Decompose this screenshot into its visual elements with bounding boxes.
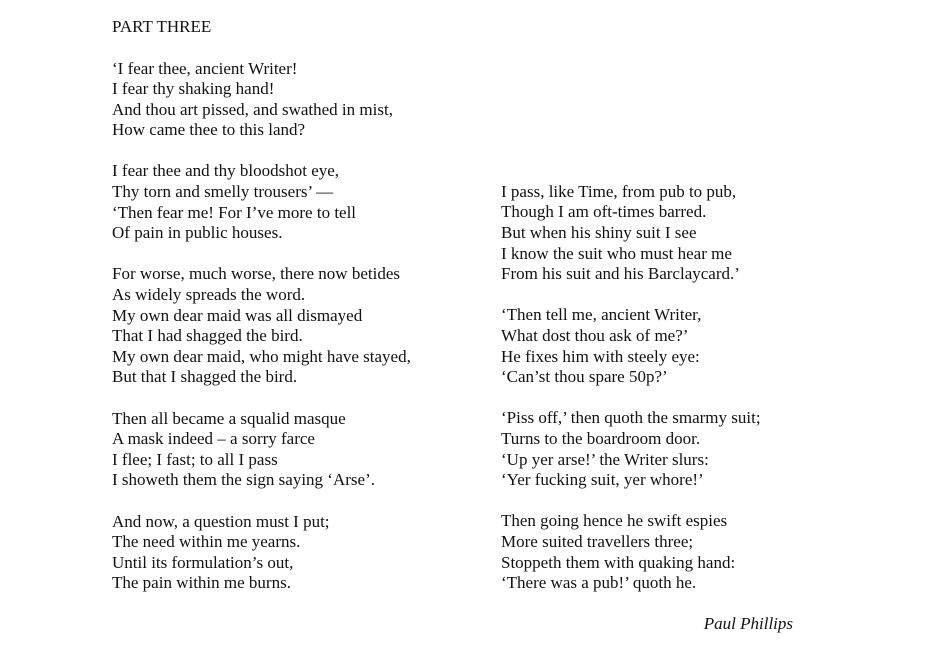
poem-line: That I had shagged the bird. (112, 326, 303, 346)
poem-line: More suited travellers three; (501, 531, 694, 551)
stanza (501, 182, 761, 285)
poem-line: Of pain in public houses. (112, 223, 283, 243)
poem-line: ‘I fear thee, ancient Writer! (112, 58, 298, 78)
poem-line: ‘There was a pub!’ quoth he. (501, 573, 697, 593)
poem-line: I fear thee and thy bloodshot eye, (112, 161, 340, 181)
poem-line: ‘Piss off,’ then quoth the smarmy suit; (501, 408, 761, 428)
poem-column-left (112, 59, 411, 615)
poem-line: My own dear maid was all dismayed (112, 305, 363, 325)
poem-line: I flee; I fast; to all I pass (112, 449, 278, 469)
poem-line: ‘Up yer arse!’ the Writer slurs: (501, 449, 709, 469)
poem-line: Then all became a squalid masque (112, 408, 346, 428)
poem-line: ‘Can’st thou spare 50p?’ (501, 367, 668, 387)
poem-line: Then going hence he swift espies (501, 511, 728, 531)
poem-line: ‘Then fear me! For I’ve more to tell (112, 202, 357, 222)
poem-line: I know the suit who must hear me (501, 243, 732, 263)
stanza (501, 305, 761, 387)
poem-line: And thou art pissed, and swathed in mist, (112, 99, 393, 119)
stanza (501, 511, 761, 593)
poem-line: ‘Yer fucking suit, yer whore!’ (501, 470, 704, 490)
poem-line: Stoppeth them with quaking hand: (501, 552, 736, 572)
part-heading: PART THREE (112, 17, 212, 36)
poem-line: The pain within me burns. (112, 573, 291, 593)
stanza (112, 512, 411, 594)
poem-line: Until its formulation’s out, (112, 552, 294, 572)
poem-line: I pass, like Time, from pub to pub, (501, 181, 737, 201)
author-signature: Paul Phillips (703, 614, 793, 633)
poem-line: He fixes him with steely eye: (501, 346, 700, 366)
poem-line: I showeth them the sign saying ‘Arse’. (112, 470, 375, 490)
stanza (112, 409, 411, 491)
poem-line: Though I am oft-times barred. (501, 202, 707, 222)
poem-line: But when his shiny suit I see (501, 223, 697, 243)
poem-line: Thy torn and smelly trousers’ –– (112, 182, 334, 202)
poem-line: The need within me yearns. (112, 532, 301, 552)
poem-column-right (501, 182, 761, 614)
poem-line: How came thee to this land? (112, 120, 306, 140)
poem-line: As widely spreads the word. (112, 285, 306, 305)
poem-line: Turns to the boardroom door. (501, 429, 701, 449)
stanza (112, 161, 411, 243)
poem-line: A mask indeed – a sorry farce (112, 429, 315, 449)
poem-line: And now, a question must I put; (112, 511, 330, 531)
poem-line: I fear thy shaking hand! (112, 79, 275, 99)
stanza (112, 59, 411, 141)
stanza (501, 408, 761, 490)
poem-line: My own dear maid, who might have stayed, (112, 346, 411, 366)
poem-line: From his suit and his Barclaycard.’ (501, 264, 740, 284)
poem-line: ‘Then tell me, ancient Writer, (501, 305, 702, 325)
poem-line: But that I shagged the bird. (112, 367, 298, 387)
stanza (112, 264, 411, 388)
poem-line: For worse, much worse, there now betides (112, 264, 400, 284)
poem-line: What dost thou ask of me?’ (501, 326, 689, 346)
